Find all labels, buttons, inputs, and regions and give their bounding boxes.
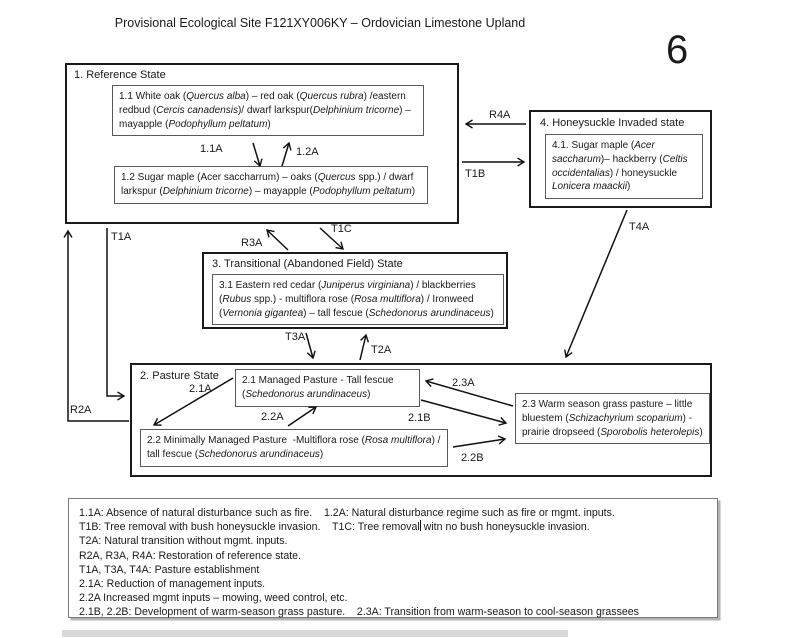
arrow-R3A [267,230,288,250]
community-box-1-2: 1.2 Sugar maple (Acer saccharrum) – oaks (Quercus spp.) / dwarf larkspur (Delphinium tricorne) – mayapple (Podophyllum peltatum) [114,166,428,204]
community-box-2-1: 2.1 Managed Pasture - Tall fescue (Schedonorus arundinaceus) [235,369,420,407]
page-number: 6 [666,28,689,72]
legend-line-2: T1B: Tree removal with bush honeysuckle invasion. T1C: Tree removal witn no bush honeysuckle invasion. [79,521,590,534]
state-label-honeysuckle: 4. Honeysuckle Invaded state [540,117,685,129]
legend-line-4: R2A, R3A, R4A: Restoration of reference state. [79,549,301,562]
arrow-label-T1A: T1A [111,231,132,243]
arrow-label-T1B: T1B [465,168,486,180]
arrow-T2A [360,335,366,360]
community-box-4-1: 4.1. Sugar maple (Acer saccharum)– hackberry (Celtis occidentalias) / honeysuckle Lonicera maackii) [545,134,703,199]
arrow-label-2-1A: 2.1A [189,383,212,395]
arrow-label-T2A: T2A [371,344,392,356]
arrow-T4A [566,210,627,357]
arrow-T1A [107,228,124,396]
arrow-label-T1C: T1C [331,223,352,235]
arrow-label-R3A: R3A [241,237,263,249]
arrow-label-T3A: T3A [285,331,306,343]
arrow-label-2-2A: 2.2A [261,411,284,423]
arrow-T3A [306,333,313,358]
arrow-label-1-2A: 1.2A [296,146,319,158]
arrow-label-R4A: R4A [489,109,511,121]
arrow-R2A [68,231,132,421]
arrow-label-1-1A: 1.1A [200,143,223,155]
state-label-pasture: 2. Pasture State [140,370,219,382]
state-label-transitional: 3. Transitional (Abandoned Field) State [212,258,403,270]
legend-line-5: T1A, T3A, T4A: Pasture establishment [79,563,260,576]
legend-line-7: 2.2A Increased mgmt inputs – mowing, weed control, etc. [79,592,348,605]
community-box-1-1: 1.1 White oak (Quercus alba) – red oak (Quercus rubra) /eastern redbud (Cercis canadensis)/ dwarf larkspur(Delphinium tricorne) – mayapple (Podophyllum peltatum) [112,85,424,136]
legend-line-8: 2.1B, 2.2B: Development of warm-season grass pasture. 2.3A: Transition from warm-season to cool-season grassees [79,606,639,619]
state-label-reference: 1. Reference State [74,69,166,81]
community-box-2-3: 2.3 Warm season grass pasture – little bluestem (Schizachyrium scoparium) - prairie dropseed (Sporobolis heterolepis) [515,393,710,444]
legend-line-3: T2A: Natural transition without mgmt. inputs. [79,535,288,548]
bottom-gray-bar [62,630,568,637]
legend-box [68,498,718,618]
page-title: Provisional Ecological Site F121XY006KY – Ordovician Limestone Upland [114,16,526,30]
arrow-label-T4A: T4A [629,221,650,233]
community-box-3-1: 3.1 Eastern red cedar (Juniperus virginiana) / blackberries (Rubus spp.) - multiflora rose (Rosa multiflora) / Ironweed (Vernonia gigantea) – tall fescue (Schedonorus arundinaceus) [212,274,504,325]
arrow-label-2-2B: 2.2B [461,452,484,464]
legend-line-1: 1.1A: Absence of natural disturbance such as fire. 1.2A: Natural disturbance regime such as fire or mgmt. inputs. [79,507,615,519]
arrow-label-2-1B: 2.1B [408,412,431,424]
community-box-2-2: 2.2 Minimally Managed Pasture -Multiflora rose (Rosa multiflora) / tall fescue (Schedonorus arundinaceus) [140,429,448,467]
arrow-label-2-3A: 2.3A [452,377,475,389]
arrow-label-R2A: R2A [70,404,92,416]
legend-line-6: 2.1A: Reduction of management inputs. [79,578,266,591]
